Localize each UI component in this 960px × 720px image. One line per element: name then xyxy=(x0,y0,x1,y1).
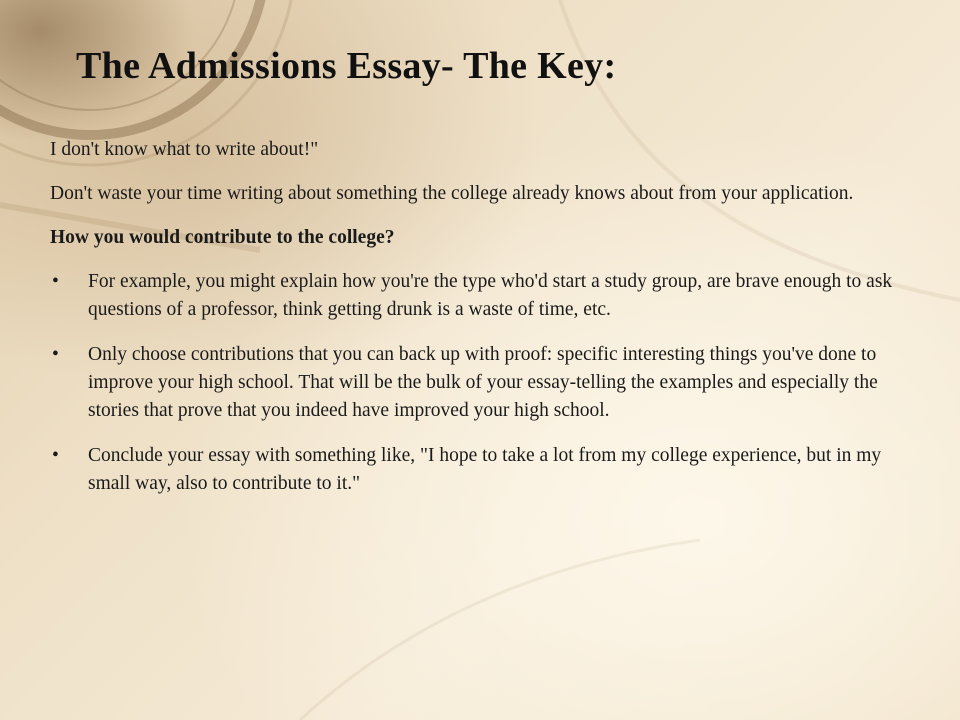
bullet-text: For example, you might explain how you're the type who'd start a study group, are brave enough to ask questions of a professor, think getting drunk is a waste of time, etc. xyxy=(88,271,893,320)
bullet-text: Conclude your essay with something like, "I hope to take a lot from my college experience, but in my small way, also to contribute to it." xyxy=(88,445,882,494)
bullet-text: Only choose contributions that you can back up with proof: specific interesting things you've done to improve your high school. That will be the bulk of your essay-telling the examples and especially the stories that prove that you indeed have improved your high school. xyxy=(88,344,878,421)
bullet-dot-icon: • xyxy=(52,445,59,466)
bullet-dot-icon: • xyxy=(52,344,59,365)
intro-question-line: I don't know what to write about!" xyxy=(50,139,319,160)
bullet-item-proof xyxy=(50,341,920,425)
bullet-item-example xyxy=(50,268,920,324)
advice-line: Don't waste your time writing about something the college already knows about from your application. xyxy=(50,183,854,204)
slide-title: The Admissions Essay- The Key: xyxy=(76,45,617,87)
bullet-dot-icon: • xyxy=(52,271,59,292)
bullet-item-conclusion xyxy=(50,442,920,498)
slide-body xyxy=(50,136,920,515)
contribution-heading: How you would contribute to the college? xyxy=(50,227,395,248)
